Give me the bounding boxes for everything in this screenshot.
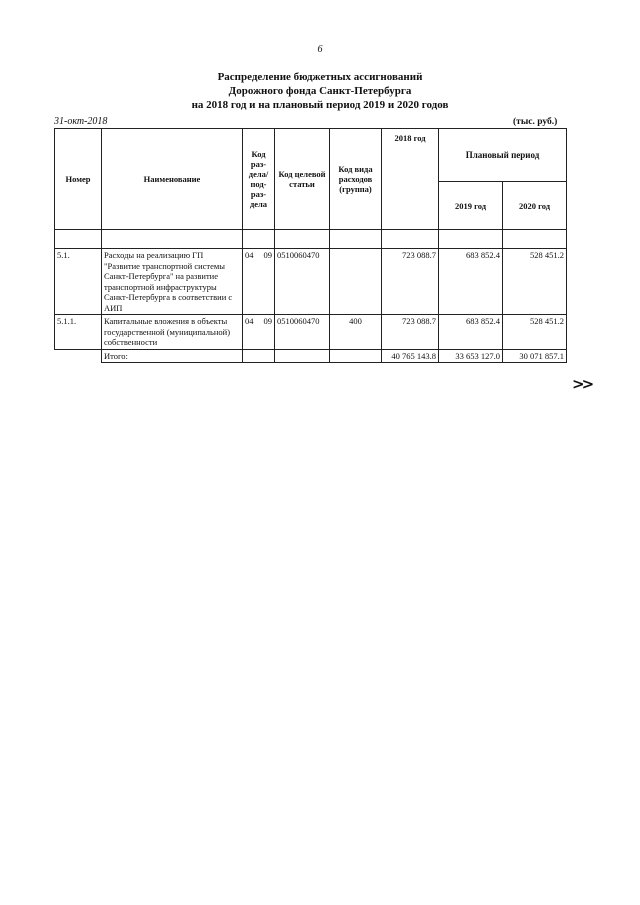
section-code-a: 04 [245,250,254,260]
total-label: Итого: [102,349,243,362]
total-2020-value: 30 071 857.1 [503,349,567,362]
table-row [55,315,567,350]
header-expense-type: Код вида расходов (группа) [330,129,382,230]
document-date: 31-окт-2018 [54,116,108,127]
row-target-code: 0510060470 [275,315,330,350]
page-number: 6 [317,44,323,55]
row-2020-value: 528 451.2 [503,315,567,350]
row-target-code: 0510060470 [275,249,330,315]
header-number: Номер [55,129,102,230]
title-line-3: на 2018 год и на плановый период 2019 и 2020 годов [191,99,449,111]
header-2018: 2018 год [382,129,439,230]
total-2019-value: 33 653 127.0 [439,349,503,362]
row-name: Расходы на реализацию ГП "Развитие транспортной системы Санкт-Петербурга" на развитие транспортной инфраструктуры Санкт-Петербурга в соответствии с АИП [102,249,243,315]
section-code-b: 09 [263,316,272,326]
title-line-1: Распределение бюджетных ассигнований [217,71,423,83]
row-section-code [243,249,275,315]
header-name: Наименование [102,129,243,230]
row-number: 5.1. [55,249,102,315]
budget-table [54,128,567,363]
header-target-code: Код целевой статьи [275,129,330,230]
spacer-row [55,230,567,249]
row-expense-type [330,249,382,315]
section-code-a: 04 [245,316,254,326]
row-name: Капитальные вложения в объекты государственной (муниципальной) собственности [102,315,243,350]
row-2019-value: 683 852.4 [439,315,503,350]
row-2020-value: 528 451.2 [503,249,567,315]
title-line-2: Дорожного фонда Санкт-Петербурга [228,85,412,97]
header-plan-period: Плановый период [439,129,567,182]
row-2018-value: 723 088.7 [382,315,439,350]
row-section-code [243,315,275,350]
row-number: 5.1.1. [55,315,102,350]
row-2019-value: 683 852.4 [439,249,503,315]
document-title [0,70,640,112]
row-expense-type: 400 [330,315,382,350]
header-2020: 2020 год [503,182,567,230]
units-label: (тыс. руб.) [513,117,558,127]
row-2018-value: 723 088.7 [382,249,439,315]
continuation-arrow-icon: >> [572,375,592,393]
header-section-code: Код раз-дела/ под-раз-дела [243,129,275,230]
table-row [55,249,567,315]
header-2019: 2019 год [439,182,503,230]
header-row-1 [55,129,567,182]
section-code-b: 09 [263,250,272,260]
total-2018-value: 40 765 143.8 [382,349,439,362]
total-row [55,349,567,362]
